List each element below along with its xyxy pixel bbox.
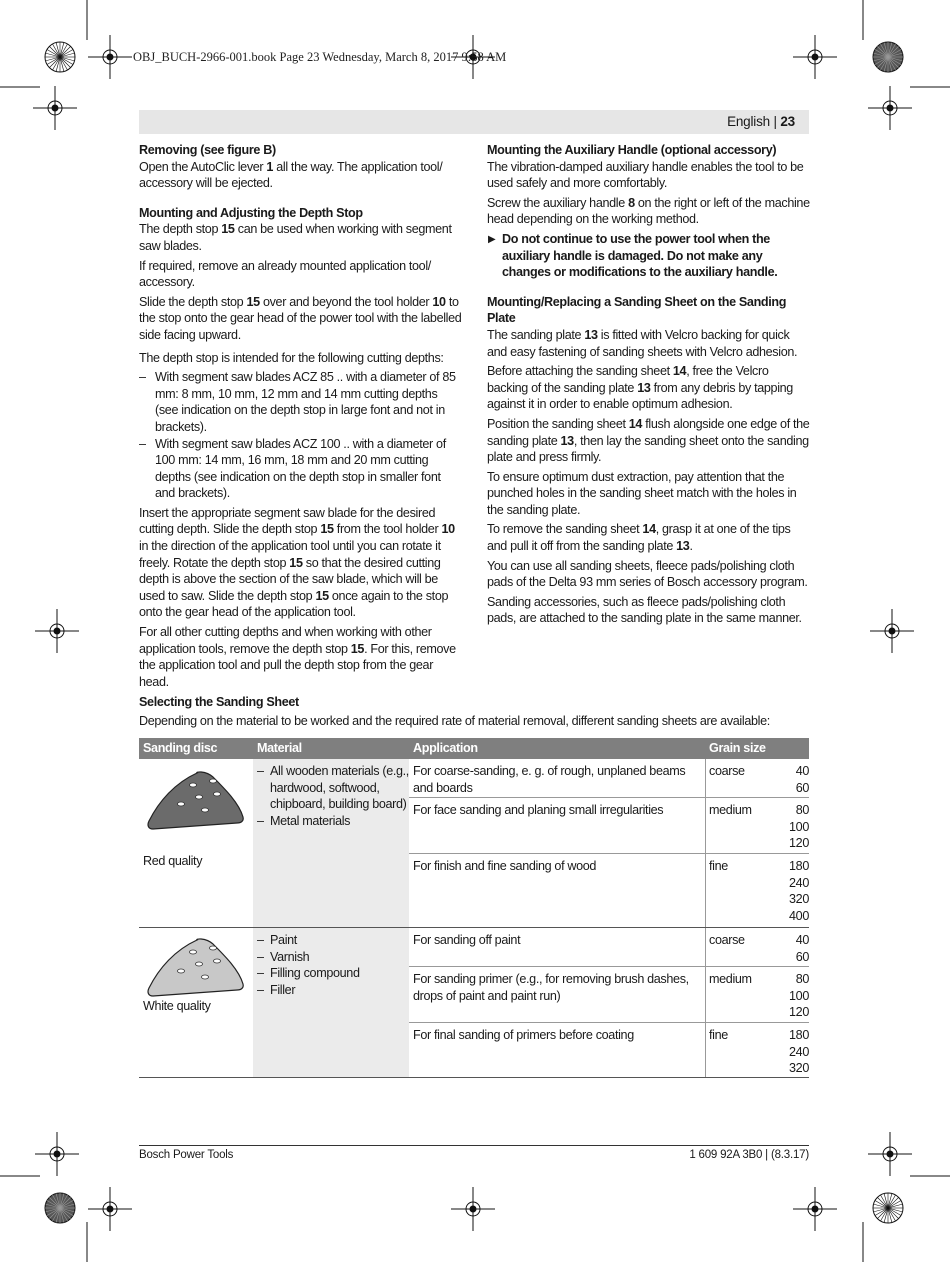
aux-handle-p1: The vibration-damped auxiliary handle enables the tool to be used safely and more comfortably. <box>487 159 804 191</box>
table-group-red <box>139 759 809 928</box>
footer-rule <box>139 1145 809 1146</box>
sanding-sheet-heading: Mounting/Replacing a Sanding Sheet on the Sanding Plate <box>487 294 787 326</box>
table-row: For sanding primer (e.g., for removing brush dashes, drops of paint and paint run) medium 80 100 120 <box>409 967 809 1023</box>
cutting-depth-list <box>139 369 462 502</box>
depth-stop-p6: For all other cutting depths and when working with other application tools, remove the depth stop 15. For this, remove the application tool and pull the depth stop from the gear head. <box>139 625 456 689</box>
disc-cell <box>139 928 253 1077</box>
material-item: – All wooden materials (e.g., hardwood, softwood, chipboard, building board) <box>257 763 409 813</box>
disc-cell <box>139 759 253 927</box>
col-header-grain: Grain size <box>709 741 766 755</box>
depth-stop-p4: The depth stop is intended for the following cutting depths: <box>139 350 444 365</box>
depth-stop-p3: Slide the depth stop 15 over and beyond the tool holder 10 to the stop onto the gear head of the power tool with the labelled side facing upward. <box>139 294 462 342</box>
table-row: For sanding off paint coarse 40 60 <box>409 928 809 967</box>
sanding-sheet-p5: To remove the sanding sheet 14, grasp it at one of the tips and pull it off from the sanding plate 13. <box>487 522 791 554</box>
material-item: – Filling compound <box>257 965 409 982</box>
table-row: For finish and fine sanding of wood fine 180 240 320 400 <box>413 859 809 923</box>
aux-handle-p2: Screw the auxiliary handle 8 on the right or left of the machine head depending on the working method. <box>487 195 810 227</box>
triangle-bullet-icon: ▶ <box>488 233 496 245</box>
depth-stop-heading: Mounting and Adjusting the Depth Stop <box>139 205 363 220</box>
book-file-line: OBJ_BUCH-2966-001.book Page 23 Wednesday, March 8, 2017 9:58 AM <box>133 50 507 64</box>
sanding-sheet-table <box>139 738 809 1078</box>
sanding-sheet-p3: Position the sanding sheet 14 flush alongside one edge of the sanding plate 13, then lay the sanding sheet onto the sanding plate and press firmly. <box>487 416 810 465</box>
application-area <box>409 759 809 927</box>
depth-stop-p2: If required, remove an already mounted application tool/ accessory. <box>139 258 431 290</box>
aux-handle-warning: ▶ Do not continue to use the power tool when the auxiliary handle is damaged. Do not make any changes or modifications to the auxiliary handle. <box>488 231 778 280</box>
table-row: For face sanding and planing small irregularities medium 80 100 120 <box>409 798 809 854</box>
col-header-disc: Sanding disc <box>143 741 218 755</box>
depth-stop-p1: The depth stop 15 can be used when working with segment saw blades. <box>139 222 452 253</box>
aux-handle-heading: Mounting the Auxiliary Handle (optional accessory) <box>487 143 777 157</box>
page-header-bar <box>139 110 809 134</box>
disc-label: Red quality <box>143 854 203 868</box>
col-header-application: Application <box>413 741 478 755</box>
sanding-sheet-p1: The sanding plate 13 is fitted with Velcro backing for quick and easy fastening of sanding sheets with Velcro adhesion. <box>487 327 798 359</box>
col-header-material: Material <box>257 741 302 755</box>
page-header-text: English | 23 <box>727 114 795 129</box>
disc-label: White quality <box>143 999 211 1013</box>
footer-doc-number: 1 609 92A 3B0 | (8.3.17) <box>689 1149 809 1161</box>
table-group-white <box>139 928 809 1078</box>
left-column <box>139 142 462 693</box>
selecting-heading: Selecting the Sanding Sheet <box>139 695 299 709</box>
triangle-sanding-disc-icon <box>145 767 255 842</box>
material-cell <box>253 928 409 1077</box>
page-number: 23 <box>780 114 795 129</box>
removing-heading: Removing (see figure B) <box>139 143 276 157</box>
sanding-sheet-p2: Before attaching the sanding sheet 14, free the Velcro backing of the sanding plate 13 from any debris by tapping against it in order to enable optimum adhesion. <box>487 364 793 412</box>
material-item: – Filler <box>257 982 409 999</box>
removing-text: Open the AutoClic lever 1 all the way. The application tool/ accessory will be ejected. <box>139 159 443 191</box>
sanding-sheet-p4: To ensure optimum dust extraction, pay attention that the punched holes in the sanding sheet match with the holes in the sanding plate. <box>487 469 797 517</box>
table-row: For final sanding of primers before coating fine 180 240 320 <box>413 1028 809 1076</box>
depth-stop-p5: Insert the appropriate segment saw blade for the desired cutting depth. Slide the depth stop 15 from the tool holder 10 in the direction of the application tool until you can rotate it freely. Rotate the depth stop 15 so that the desired cutting depth is above the section of the saw blade, which will be used to saw. Slide the depth stop 15 once again to the stop onto the gear head of the application tool. <box>139 505 455 620</box>
table-row: For coarse-sanding, e. g. of rough, unplaned beams and boards coarse 40 60 <box>409 759 809 798</box>
list-item: – With segment saw blades ACZ 85 .. with a diameter of 85 mm: 8 mm, 10 mm, 12 mm and 14 mm cutting depths (see indication on the depth stop in large font and not in brackets). <box>139 369 462 435</box>
selecting-intro: Depending on the material to be worked and the required rate of material removal, different sanding sheets are available: <box>139 714 770 728</box>
right-column <box>487 142 810 630</box>
application-area <box>409 928 809 1077</box>
footer-brand: Bosch Power Tools <box>139 1149 234 1161</box>
material-item: – Paint <box>257 932 409 949</box>
list-item: – With segment saw blades ACZ 100 .. with a diameter of 100 mm: 14 mm, 16 mm, 18 mm and 20 mm cutting depths (see indication on the depth stop in smaller font and brackets). <box>139 436 462 502</box>
material-cell <box>253 759 409 927</box>
material-item: – Varnish <box>257 949 409 966</box>
sanding-sheet-p7: Sanding accessories, such as fleece pads/polishing cloth pads, are attached to the sanding plate in the same manner. <box>487 594 802 626</box>
table-header-row <box>139 738 809 759</box>
sanding-sheet-p6: You can use all sanding sheets, fleece pads/polishing cloth pads of the Delta 93 mm series of Bosch accessory program. <box>487 558 808 590</box>
material-item: – Metal materials <box>257 813 409 830</box>
